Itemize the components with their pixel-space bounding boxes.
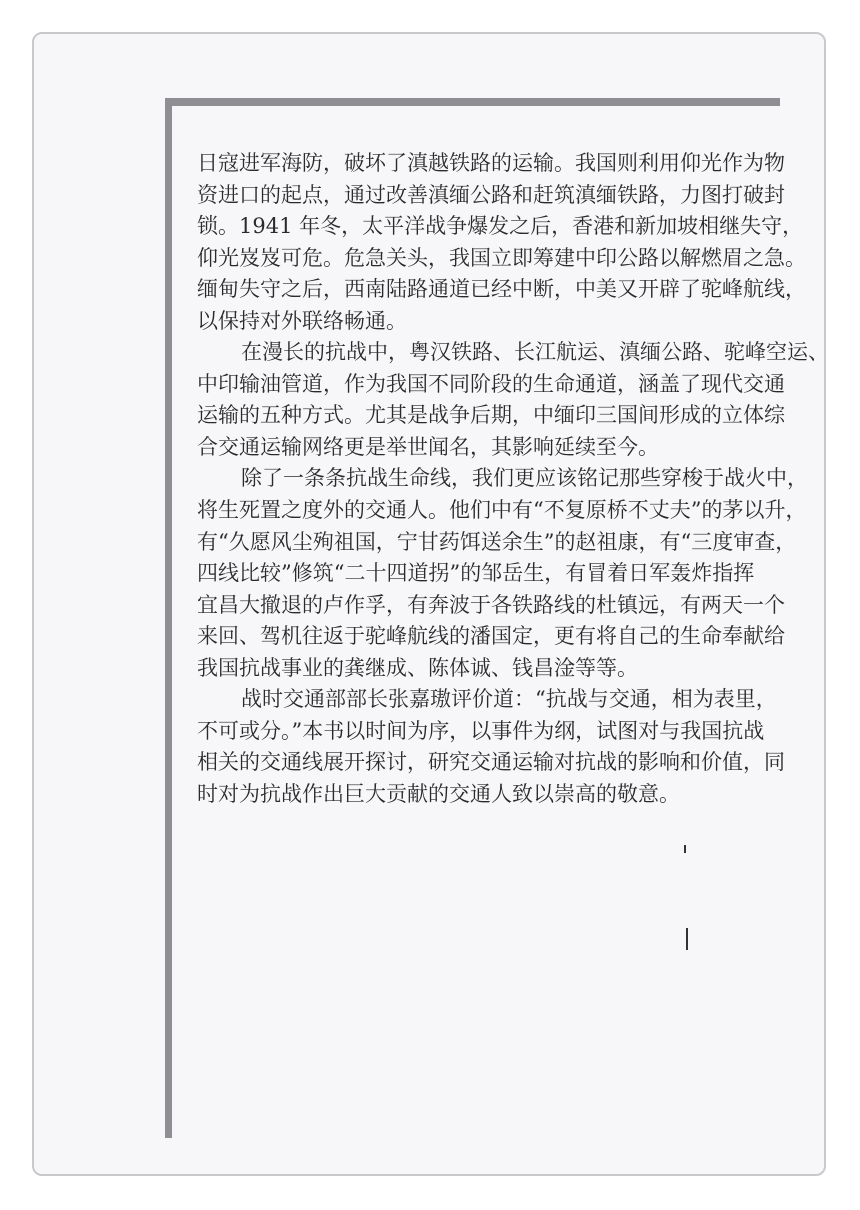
text-line: 中印输油管道，作为我国不同阶段的生命通道，涵盖了现代交通 xyxy=(197,371,785,396)
paragraph xyxy=(197,684,785,810)
text-line: 来回、驾机往返于驼峰航线的潘国定，更有将自己的生命奉献给 xyxy=(197,624,785,649)
text-line: 运输的五种方式。尤其是战争后期，中缅印三国间形成的立体综 xyxy=(197,403,785,428)
text-line: 除了一条条抗战生命线，我们更应该铭记那些穿梭于战火中， xyxy=(241,466,808,491)
text-line: 战时交通部部长张嘉璈评价道：“抗战与交通，相为表里， xyxy=(241,687,777,712)
text-line: 我国抗战事业的龚继成、陈体诚、钱昌淦等等。 xyxy=(197,655,638,680)
page-margin-bar xyxy=(165,98,172,1138)
scan-mark xyxy=(686,928,688,950)
text-line: 时对为抗战作出巨大贡献的交通人致以崇高的敬意。 xyxy=(197,781,680,806)
paragraph xyxy=(197,463,808,684)
text-line: 仰光岌岌可危。危急关头，我国立即筹建中印公路以解燃眉之急。 xyxy=(197,245,806,270)
text-line: 相关的交通线展开探讨，研究交通运输对抗战的影响和价值，同 xyxy=(197,750,785,775)
body-text xyxy=(197,148,829,810)
text-line: 在漫长的抗战中，粤汉铁路、长江航运、滇缅公路、驼峰空运、 xyxy=(241,340,829,365)
text-line: 以保持对外联络畅通。 xyxy=(197,308,407,333)
text-line: 资进口的起点，通过改善滇缅公路和赶筑滇缅铁路，力图打破封 xyxy=(197,182,785,207)
scan-mark xyxy=(684,845,686,853)
text-line: 合交通运输网络更是举世闻名，其影响延续至今。 xyxy=(197,434,659,459)
page-header-bar xyxy=(165,98,780,106)
text-line: 不可或分。”本书以时间为序，以事件为纲，试图对与我国抗战 xyxy=(197,718,765,743)
paragraph xyxy=(197,337,829,463)
text-line: 缅甸失守之后，西南陆路通道已经中断，中美又开辟了驼峰航线， xyxy=(197,277,806,302)
text-line: 日寇进军海防，破坏了滇越铁路的运输。我国则利用仰光作为物 xyxy=(197,151,785,175)
text-line: 将生死置之度外的交通人。他们中有“不复原桥不丈夫”的茅以升， xyxy=(197,498,807,523)
text-line: 宜昌大撤退的卢作孚，有奔波于各铁路线的杜镇远，有两天一个 xyxy=(197,592,785,617)
paragraph xyxy=(197,148,806,337)
text-line: 四线比较”修筑“二十四道拐”的邹岳生，有冒着日军轰炸指挥 xyxy=(197,561,755,586)
text-line: 锁。1941 年冬，太平洋战争爆发之后，香港和新加坡相继失守， xyxy=(197,214,804,239)
text-line: 有“久愿风尘殉祖国，宁甘药饵送余生”的赵祖康，有“三度审查， xyxy=(197,529,797,554)
